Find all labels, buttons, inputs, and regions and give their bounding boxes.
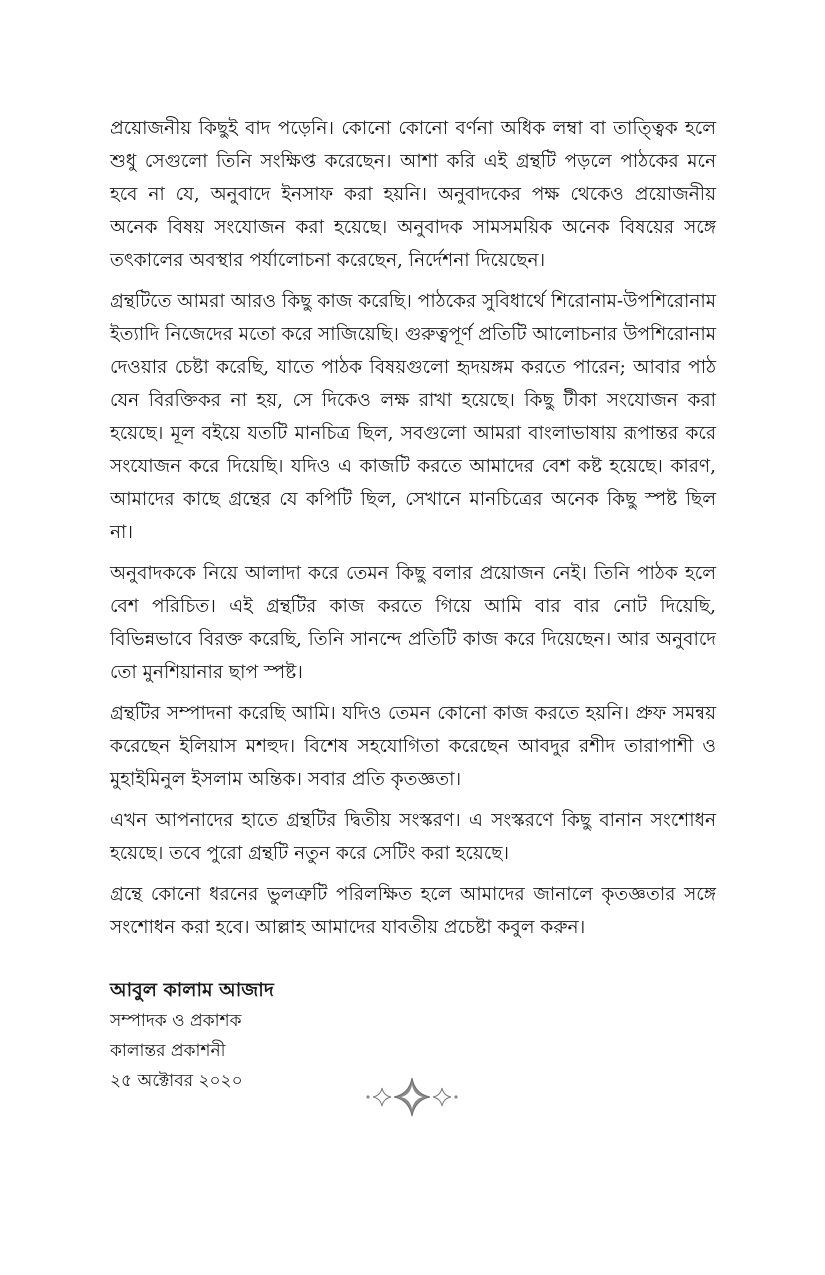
paragraph-5: এখন আপনাদের হাতে গ্রন্থটির দ্বিতীয় সংস্করণ। এ সংস্করণে কিছু বানান সংশোধন হয়েছে। তবে পুরো গ্রন্থটি নতুন করে সেটিং করা হয়েছে। — [110, 810, 716, 864]
signature-role: সম্পাদক ও প্রকাশক — [110, 1011, 242, 1031]
signature-publisher: কালান্তর প্রকাশনী — [110, 1041, 226, 1061]
paragraph-4: গ্রন্থটির সম্পাদনা করেছি আমি। যদিও তেমন কোনো কাজ করতে হয়নি। প্রুফ সমন্বয় করেছেন ইলিয়াস মশহুদ। বিশেষ সহযোগিতা করেছেন আবদুর রশীদ তারাপাশী ও মুহাইমিনুল ইসলাম অন্তিক। সবার প্রতি কৃতজ্ঞতা। — [110, 703, 716, 790]
paragraph-1: প্রয়োজনীয় কিছুই বাদ পড়েনি। কোনো কোনো বর্ণনা অধিক লম্বা বা তাত্ত্বিক হলে শুধু সেগুলো তিনি সংক্ষিপ্ত করেছেন। আশা করি এই গ্রন্থটি পড়লে পাঠকের মনে হবে না যে, অনুবাদে ইনসাফ করা হয়নি। অনুবাদকের পক্ষ থেকেও প্রয়োজনীয় অনেক বিষয় সংযোজন করা হয়েছে। অনুবাদক সামসময়িক অনেক বিষয়ের সঙ্গে তৎকালের অবস্থার পর্যালোচনা করেছেন, নির্দেশনা দিয়েছেন। — [110, 118, 716, 271]
paragraph-2: গ্রন্থটিতে আমরা আরও কিছু কাজ করেছি। পাঠকের সুবিধার্থে শিরোনাম-উপশিরোনাম ইত্যাদি নিজেদের মতো করে সাজিয়েছি। গুরুত্বপূর্ণ প্রতিটি আলোচনার উপশিরোনাম দেওয়ার চেষ্টা করেছি, যাতে পাঠক বিষয়গুলো হৃদয়ঙ্গম করতে পারেন; আবার পাঠ যেন বিরক্তিকর না হয়, সে দিকেও লক্ষ রাখা হয়েছে। কিছু টীকা সংযোজন করা হয়েছে। মূল বইয়ে যতটি মানচিত্র ছিল, সবগুলো আমরা বাংলাভাষায় রূপান্তর করে সংযোজন করে দিয়েছি। যদিও এ কাজটি করতে আমাদের বেশ কষ্ট হয়েছে। কারণ, আমাদের কাছে গ্রন্থের যে কপিটি ছিল, সেখানে মানচিত্রের অনেক কিছু স্পষ্ট ছিল না। — [110, 291, 716, 543]
paragraph-6: গ্রন্থে কোনো ধরনের ভুলত্রুটি পরিলক্ষিত হলে আমাদের জানালে কৃতজ্ঞতার সঙ্গে সংশোধন করা হবে। আল্লাহ আমাদের যাবতীয় প্রচেষ্টা কবুল করুন। — [110, 884, 716, 938]
signature-date: ২৫ অক্টোবর ২০২০ — [110, 1071, 243, 1091]
document-body — [110, 112, 716, 1096]
signature-name: আবুল কালাম আজাদ — [110, 979, 274, 1001]
paragraph-3: অনুবাদককে নিয়ে আলাদা করে তেমন কিছু বলার প্রয়োজন নেই। তিনি পাঠক হলে বেশ পরিচিত। এই গ্রন্থটির কাজ করতে গিয়ে আমি বার বার নোট দিয়েছি, বিভিন্নভাবে বিরক্ত করেছি, তিনি সানন্দে প্রতিটি কাজ করে দিয়েছেন। আর অনুবাদে তো মুনশিয়ানার ছাপ স্পষ্ট। — [110, 563, 716, 683]
star-ornament-icon — [362, 1076, 462, 1118]
